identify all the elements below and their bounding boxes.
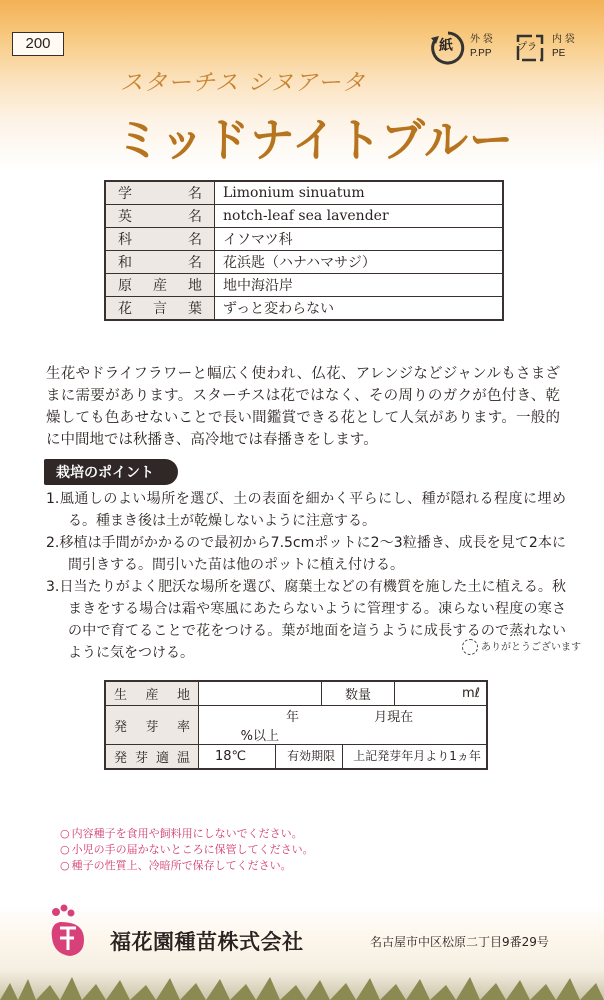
info-value: イソマツ科 (215, 228, 504, 251)
info-row (105, 274, 503, 297)
tips-heading: 栽培のポイント (44, 459, 178, 485)
info-value: notch-leaf sea lavender (215, 205, 504, 228)
recycle-inner-mark: プラ (517, 42, 537, 53)
info-key: 学名 (105, 181, 215, 205)
temp-label: 発芽適温 (105, 745, 199, 770)
quantity-label: 数量 (322, 681, 395, 706)
species-subtitle: スターチス シヌアータ (120, 70, 366, 96)
company-logo-icon (46, 904, 88, 960)
month-current-label: 月現在 (374, 710, 414, 725)
info-key: 花言葉 (105, 297, 215, 321)
variety-title: ミッドナイトブルー (116, 113, 514, 168)
tip-item: 2.移植は手間がかかるので最初から7.5cmポットに2～3粒播き、成長を見て2本に間引きする。間引いた苗は他のポットに植え付ける。 (46, 535, 566, 573)
info-key: 英名 (105, 205, 215, 228)
stamp-icon (462, 639, 478, 655)
quantity-unit: mℓ (395, 681, 488, 706)
recycle-mark-inner (512, 30, 592, 70)
recycle-inner-label2: PE (552, 48, 566, 59)
thank-you-stamp (462, 638, 581, 655)
info-row (105, 228, 503, 251)
origin-label: 生産地 (105, 681, 199, 706)
form-row (105, 706, 487, 745)
form-row (105, 745, 487, 770)
caution-note: ○ 小児の手の届かないところに保管してください。 (60, 842, 314, 858)
tip-item: 3.日当たりがよく肥沃な場所を選び、腐葉土などの有機質を施した土に植える。秋まきをする場合は霜や寒風にあたらないように管理する。凍らない程度の寒さの中で育てることで花をつける。葉が地面を這うように成長するので蒸れないように気をつける。 (46, 579, 566, 661)
caution-note: ○ 種子の性質上、冷暗所で保存してください。 (60, 858, 314, 874)
info-key: 原産地 (105, 274, 215, 297)
origin-value (199, 681, 322, 706)
info-value: 花浜匙（ハナハマサジ） (215, 251, 504, 274)
company-name: 福花園種苗株式会社 (110, 930, 304, 954)
description-text: 生花やドライフラワーと幅広く使われ、仏花、アレンジなどジャンルもさまざまに需要があります。スターチスは花ではなく、その周りのガクが色付き、乾燥しても色あせないことで長い間鑑賞できる花として人気があります。一般的に中間地では秋播き、高冷地では春播きをします。 (46, 366, 560, 448)
year-label: 年 (285, 710, 299, 725)
caution-notes (60, 826, 314, 874)
recycle-outer-label2: P.PP (470, 48, 492, 59)
stamp-text: ありがとうございます (481, 642, 581, 653)
percent-above-label: %以上 (240, 729, 279, 744)
expiry-value: 上記発芽年月より1ヵ年 (353, 749, 481, 763)
product-code: 200 (12, 32, 64, 56)
info-key: 和名 (105, 251, 215, 274)
info-row (105, 251, 503, 274)
info-value: 地中海沿岸 (215, 274, 504, 297)
recycle-mark-outer (430, 30, 510, 70)
info-value: ずっと変わらない (215, 297, 504, 321)
company-address: 名古屋市中区松原二丁目9番29号 (370, 935, 549, 949)
recycle-inner-label1: 内 袋 (552, 34, 575, 45)
form-row (105, 681, 487, 706)
plant-info-table (104, 180, 504, 321)
production-info-table (104, 680, 488, 770)
germination-label: 発芽率 (105, 706, 199, 745)
recycle-outer-mark: 紙 (439, 37, 453, 53)
caution-note: ○ 内容種子を食用や飼料用にしないでください。 (60, 826, 314, 842)
info-key: 科名 (105, 228, 215, 251)
info-row (105, 297, 503, 321)
grass-decoration-icon (0, 975, 604, 1000)
tip-item: 1.風通しのよい場所を選び、土の表面を細かく平らにし、種が隠れる程度に埋める。種まき後は土が乾燥しないように注意する。 (46, 491, 566, 529)
info-row (105, 205, 503, 228)
temp-expiry-cell (199, 745, 488, 770)
info-value: Limonium sinuatum (215, 181, 504, 205)
info-row (105, 181, 503, 205)
germination-value (199, 706, 488, 745)
expiry-label: 有効期限 (280, 745, 343, 768)
temp-value: 18℃ (199, 745, 276, 768)
recycle-outer-label1: 外 袋 (470, 34, 493, 45)
